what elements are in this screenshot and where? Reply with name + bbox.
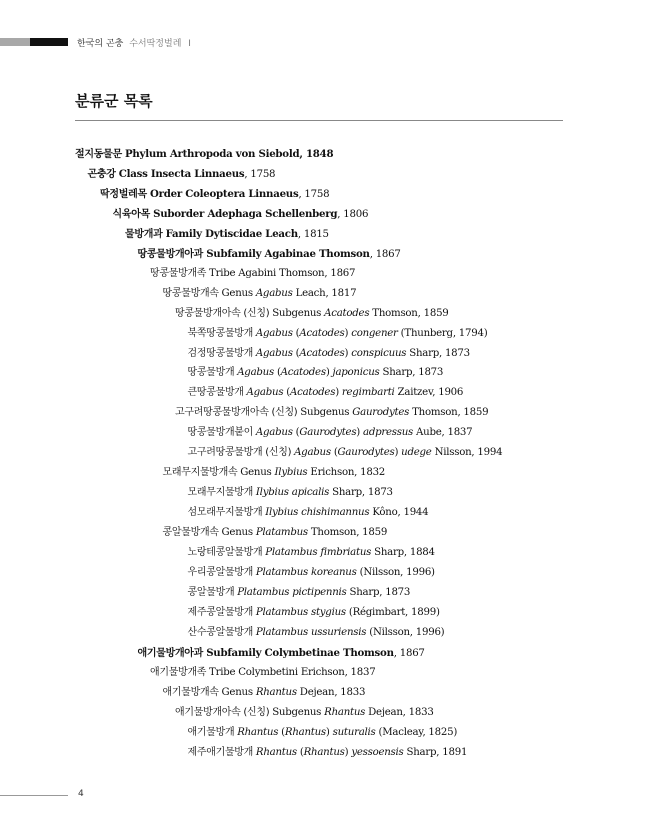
scientific-name: Rhantus [255,686,297,698]
taxon-entry [138,646,425,661]
taxon-entry [188,366,444,380]
scientific-name: Ilybius [274,467,308,479]
scientific-name: Ilybius chishimannus [265,507,370,519]
scientific-name: Platambus ussuriensis [255,626,367,638]
taxon-entry [163,526,388,540]
taxon-entry [188,386,464,400]
scientific-name: Agabus [255,347,293,359]
taxon-text: Sharp, 1873 [379,367,444,379]
taxon-entry [175,307,449,321]
scientific-name: Agabus [255,327,293,339]
scientific-name: Rhantus [255,746,297,758]
korean-name: 절지동물문 [75,149,125,160]
scientific-name: regimbarti [341,387,395,399]
taxon-text: ) [335,387,342,399]
taxon-text: Sharp, 1884 [371,547,435,558]
scientific-name: Platambus fimbriatus [265,547,372,558]
korean-name: 북쪽땅콩물방개 [187,327,256,339]
korean-name: 제주콩알물방개 [187,606,256,618]
taxon-text: Class Insecta Linnaeus [118,167,245,180]
taxon-text: ) [344,746,352,758]
taxon-entry [188,746,468,760]
scientific-name: Gaurodytes [337,447,395,459]
taxon-entry [100,187,329,202]
taxon-text: , 1815 [297,228,329,240]
scientific-name: Gaurodytes [352,407,410,419]
taxon-text: ) [356,427,364,439]
korean-name: 섬모래무지물방개 [187,507,266,519]
taxon-text: Subfamily Agabinae Thomson [206,247,370,260]
taxon-text: (Nilsson, 1996) [366,626,445,638]
korean-name: 노랑테콩알물방개 [187,547,266,558]
taxon-entry [163,466,386,480]
taxon-entry [88,167,276,182]
footer-rule [0,795,68,796]
korean-name: 모래무지물방개 [187,487,256,499]
taxon-text: ) [325,726,333,738]
taxon-text: ( [273,367,281,379]
taxon-text: Dejean, 1833 [296,686,366,698]
header-black-bar [30,38,68,46]
taxon-entry [125,227,329,242]
taxon-entry [188,626,445,640]
taxon-entry [175,406,488,420]
taxon-text: Thomson, 1859 [369,307,449,319]
book-title: 한국의 곤충 [77,39,124,49]
korean-name: 콩알물방개속 [162,527,222,539]
scientific-name: Acatodes [324,307,370,319]
taxon-text: Erichson, 1832 [307,467,386,479]
scientific-name: Agabus [294,447,331,459]
book-subtitle: 수서딱정벌레 [129,39,182,49]
scientific-name: japonicus [332,367,380,379]
taxon-entry [163,287,357,301]
scientific-name: Gaurodytes [299,427,357,439]
taxon-text: Subfamily Colymbetinae Thomson [206,646,394,659]
korean-name: 고구려땅콩물방개아속 (신칭) [175,407,301,419]
scientific-name: Agabus [237,367,274,379]
scientific-name: Platambus stygius [255,606,346,618]
scientific-name: Ilybius apicalis [255,487,330,499]
taxon-text: , 1758 [298,188,330,200]
taxon-entry [175,706,434,720]
taxon-text: ( [292,427,300,439]
taxon-entry [188,546,435,560]
taxon-entry [113,207,369,222]
taxon-entry [188,426,473,440]
taxon-entry [188,586,411,600]
taxon-entry [150,267,355,281]
title-divider [75,120,563,121]
taxon-entry [138,247,401,262]
taxon-text: ) [394,447,402,459]
taxon-entry [188,327,488,341]
korean-name: 산수콩알물방개 [187,626,256,638]
taxon-text: ) [344,347,352,359]
korean-name: 딱정벌레목 [100,188,150,200]
taxon-entry [188,506,429,520]
taxon-text: ) [325,367,333,379]
taxon-text: Sharp, 1891 [403,746,468,758]
taxon-text: Subgenus [272,307,325,319]
taxon-text: ) [344,327,352,339]
taxon-entry [150,666,375,680]
header-gray-bar [0,38,30,46]
taxon-text: ( [296,746,304,758]
korean-name: 땅콩물방개아과 [137,248,207,260]
scientific-name: Rhantus [324,706,366,718]
taxon-text: (Thunberg, 1794) [397,327,488,339]
taxon-text: Nilsson, 1994 [431,447,503,459]
scientific-name: yessoensis [351,746,404,758]
korean-name: 애기물방개아과 [137,647,207,659]
korean-name: 큰땅콩물방개 [187,387,247,399]
scientific-name: Platambus koreanus [255,566,357,578]
taxon-text: Thomson, 1859 [307,527,388,539]
taxon-text: Sharp, 1873 [329,487,393,499]
korean-name: 땅콩물방개붙이 [187,427,256,439]
korean-name: 검정땅콩물방개 [187,347,256,359]
scientific-name: Acatodes [299,327,345,339]
taxon-text: , 1758 [244,168,276,180]
korean-name: 애기물방개속 [162,686,222,698]
korean-name: 고구려땅콩물방개 (신칭) [187,447,295,459]
taxon-text: Genus [221,686,256,698]
taxon-text: Leach, 1817 [292,287,357,299]
scientific-name: Rhantus [237,726,279,738]
korean-name: 애기물방개 [187,726,238,738]
taxon-text: ( [330,447,338,459]
taxon-text: Subgenus [272,706,325,718]
scientific-name: adpressus [363,427,414,439]
taxon-text: Genus [221,287,256,299]
scientific-name: Acatodes [290,387,336,399]
korean-name: 곤충강 [87,168,119,180]
korean-name: 애기물방개족 [150,666,210,678]
taxon-entry [188,726,458,740]
scientific-name: Platambus [255,527,308,539]
taxon-text: ( [292,327,300,339]
korean-name: 애기물방개아속 (신칭) [175,706,273,718]
taxon-entry [188,446,503,460]
scientific-name: congener [351,327,398,339]
scientific-name: Agabus [255,287,293,299]
running-header [77,36,191,49]
taxon-text: (Macleay, 1825) [375,726,458,738]
taxon-text: Sharp, 1873 [346,586,411,598]
taxon-text: Tribe Colymbetini Erichson, 1837 [209,666,376,678]
taxon-text: Zaitzev, 1906 [394,387,464,399]
scientific-name: Agabus [246,387,284,399]
scientific-name: Agabus [255,427,293,439]
taxon-text: ( [283,387,291,399]
korean-name: 콩알물방개 [187,586,238,598]
taxon-entry [163,686,366,700]
scientific-name: udege [401,447,432,459]
korean-name: 식육아목 [112,208,154,220]
korean-name: 땅콩물방개아속 (신칭) [175,307,273,319]
taxon-text: ( [292,347,300,359]
scientific-name: conspicuus [351,347,407,359]
taxon-text: , 1867 [369,248,401,260]
korean-name: 땅콩물방개족 [150,267,210,279]
taxon-text: Genus [240,467,275,479]
taxon-text: , 1806 [337,208,369,220]
korean-name: 우리콩알물방개 [187,566,256,578]
scientific-name: suturalis [332,726,376,738]
taxon-entry [188,347,470,361]
taxon-text: (Régimbart, 1899) [345,606,440,618]
scientific-name: Acatodes [280,367,326,379]
scientific-name: Acatodes [299,347,345,359]
taxon-text: Genus [221,527,256,539]
taxon-text: Aube, 1837 [413,427,473,439]
page-number: 4 [78,789,84,799]
taxon-text: Family Dytiscidae Leach [165,227,298,240]
taxon-text: Suborder Adephaga Schellenberg [153,207,338,220]
page-title: 분류군 목록 [75,92,153,110]
taxon-text: Tribe Agabini Thomson, 1867 [209,267,356,279]
taxon-text: Subgenus [300,407,353,419]
taxon-text: , 1867 [393,647,425,659]
scientific-name: Platambus pictipennis [237,586,347,598]
taxon-text: Kôno, 1944 [369,507,429,519]
korean-name: 땅콩물방개 [187,367,238,379]
korean-name: 물방개과 [125,228,166,240]
korean-name: 제주애기물방개 [187,746,256,758]
header-separator: I [188,39,191,49]
taxon-text: (Nilsson, 1996) [356,566,435,578]
taxon-text: Phylum Arthropoda von Siebold, 1848 [124,148,334,160]
taxon-text: Sharp, 1873 [406,347,470,359]
scientific-name: Rhantus [284,726,326,738]
scientific-name: Rhantus [303,746,345,758]
taxon-entry [75,147,333,162]
taxon-entry [188,486,393,500]
korean-name: 땅콩물방개속 [162,287,222,299]
taxon-entry [188,566,435,580]
taxon-entry [188,606,440,620]
taxon-text: Thomson, 1859 [409,407,489,419]
taxon-text: Dejean, 1833 [365,706,434,718]
taxon-text: ( [278,726,285,738]
taxon-text: Order Coleoptera Linnaeus [149,187,299,200]
korean-name: 모래무지물방개속 [162,467,241,479]
